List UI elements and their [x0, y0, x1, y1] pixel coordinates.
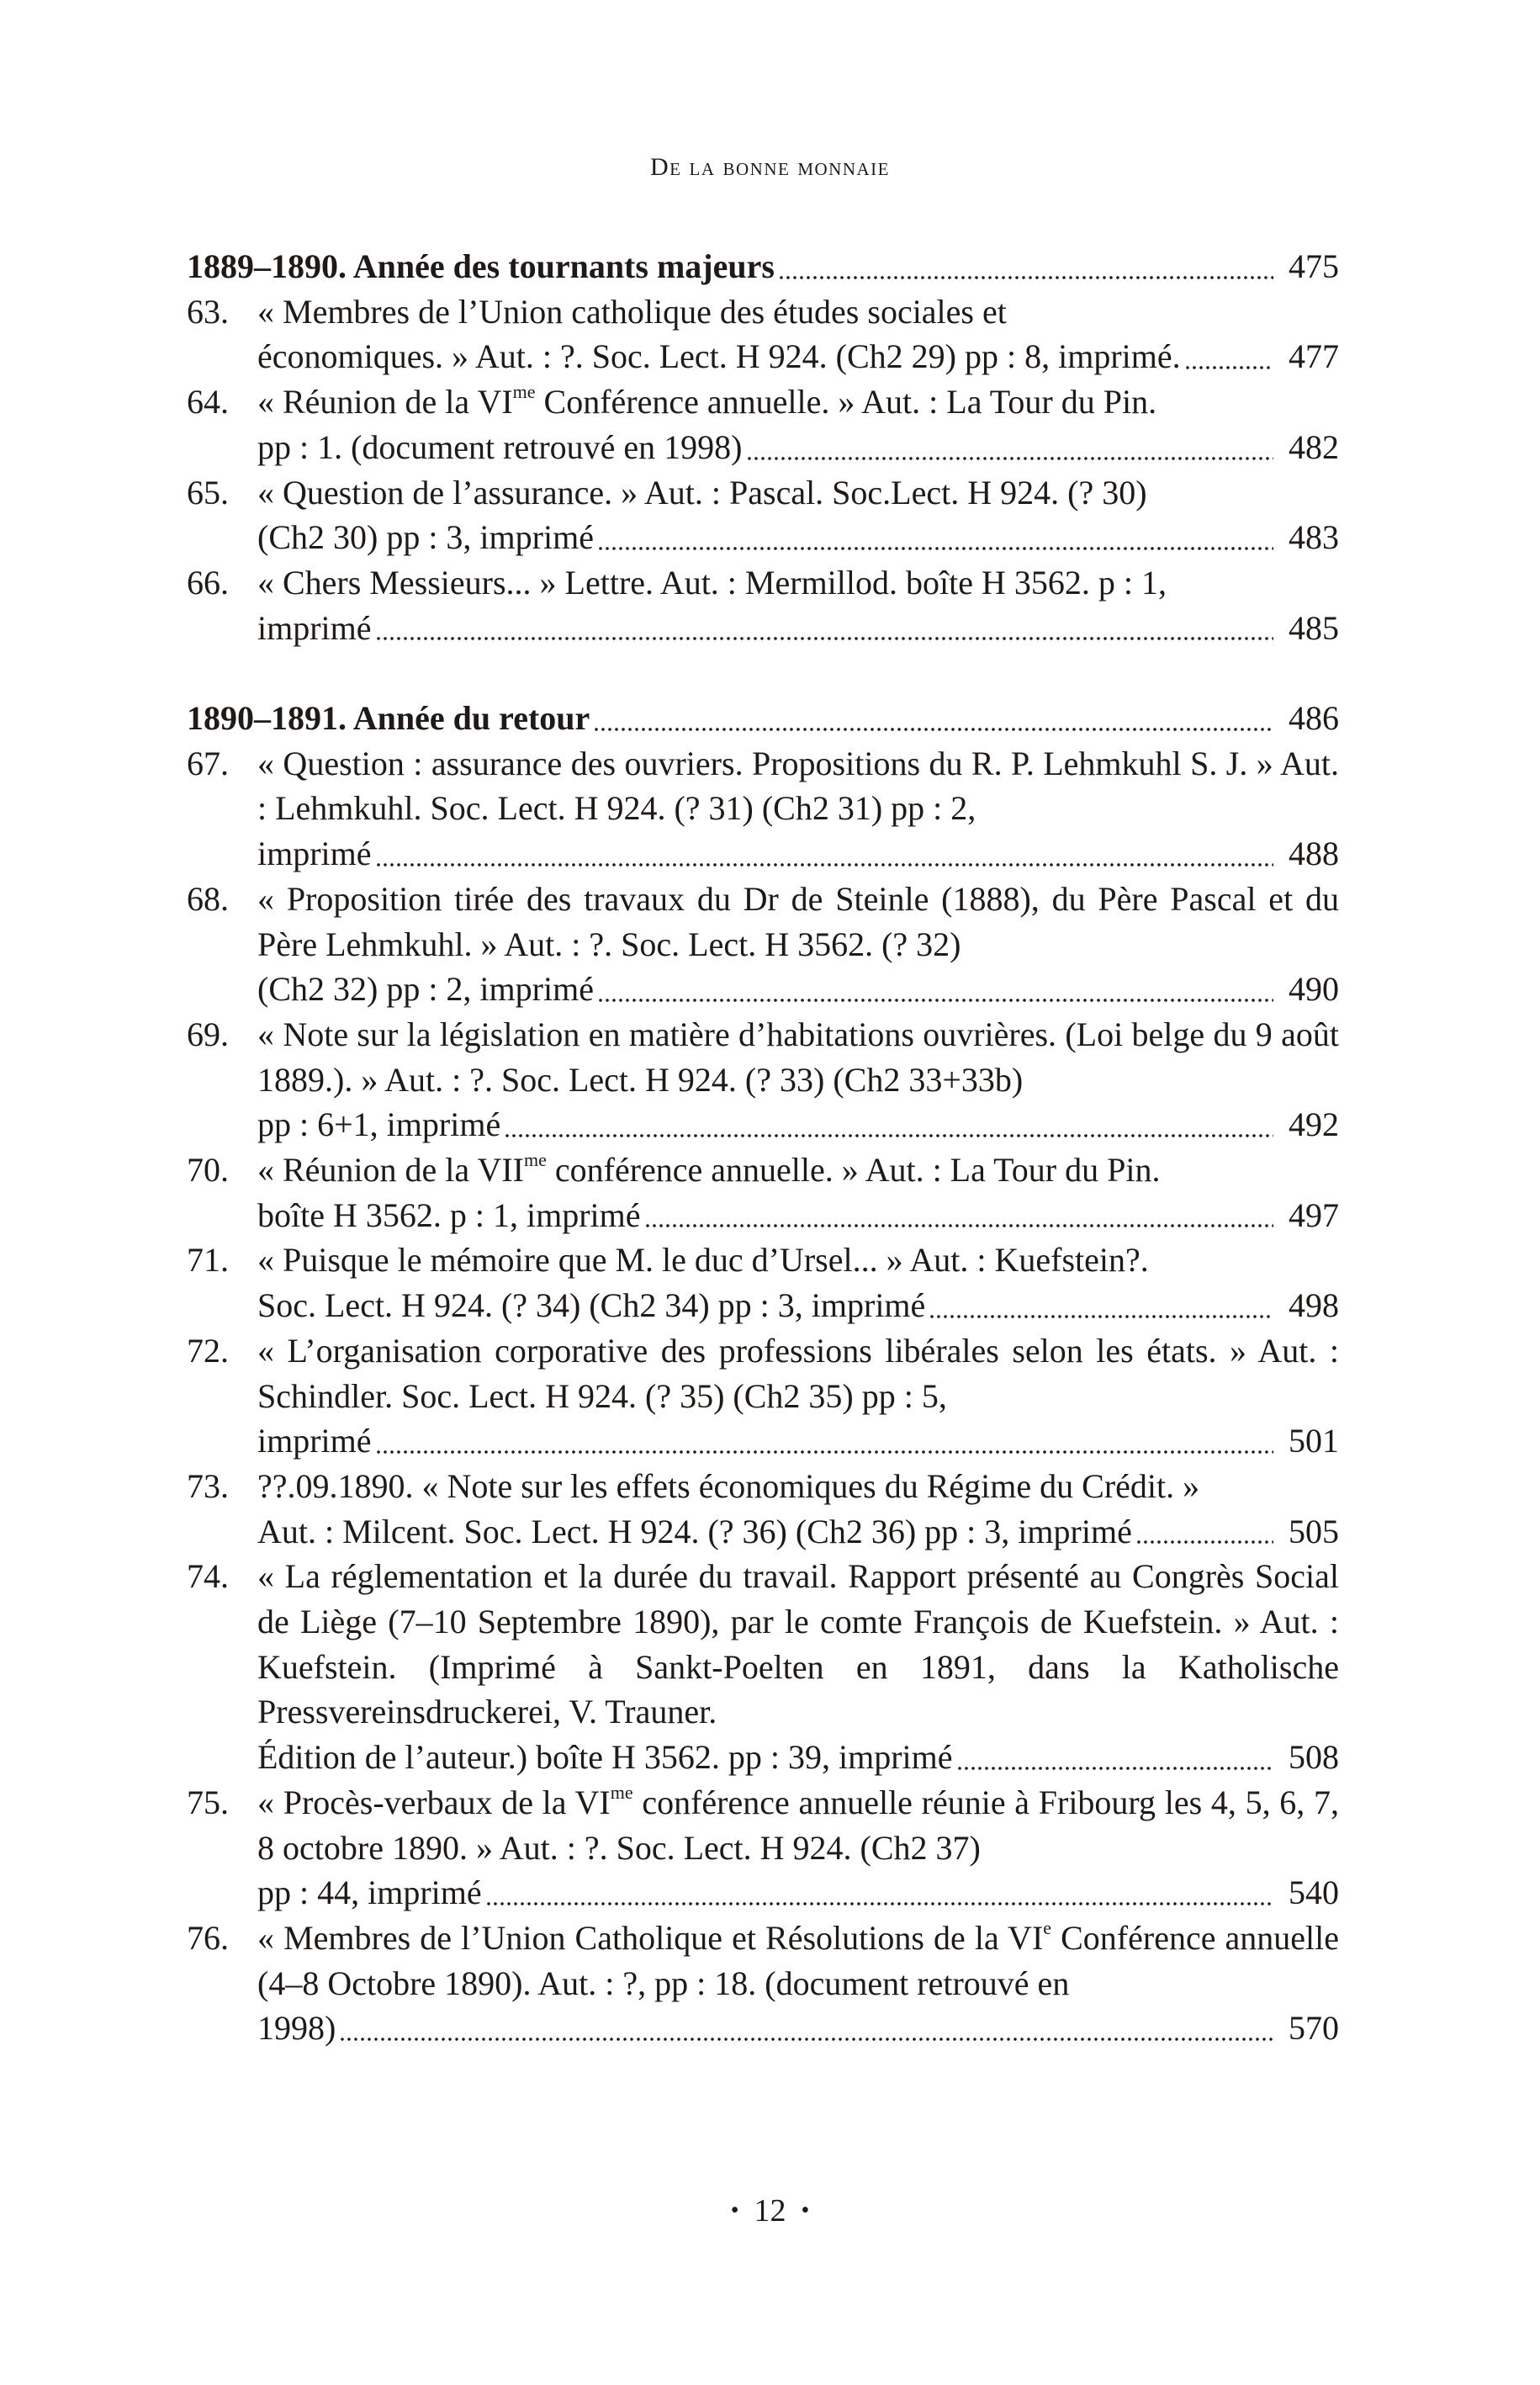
page-reference: 540	[1289, 1874, 1339, 1912]
entry-text-end: Soc. Lect. H 924. (? 34) (Ch2 34) pp : 3, imprimé	[257, 1286, 926, 1325]
page-reference: 508	[1289, 1738, 1339, 1777]
entry-text	[257, 379, 1339, 425]
dot-leader	[929, 1312, 1273, 1322]
entry-text-end: 1998)	[257, 2009, 336, 2048]
entry-text: « Puisque le mémoire que M. le duc d’Ursel... » Aut. : Kuefstein?.	[257, 1241, 1149, 1280]
entry-number: 65.	[187, 473, 229, 511]
entry-text	[257, 1147, 1339, 1193]
entry-number: 69.	[187, 1015, 229, 1053]
page-reference: 490	[1289, 970, 1339, 1009]
superscript: me	[610, 1782, 633, 1804]
entry-last-line	[257, 1283, 1339, 1328]
table-of-contents	[187, 244, 1339, 2051]
toc-entry	[187, 1238, 1339, 1328]
toc-section	[187, 696, 1339, 2051]
entry-text: « Question : assurance des ouvriers. Propositions du R. P. Lehmkuhl S. J. » Aut. : Lehmkuhl. Soc. Lect. H 924. (? 31) (Ch2 31) pp : 2,	[257, 744, 1339, 828]
entry-text-end: (Ch2 32) pp : 2, imprimé	[257, 970, 594, 1009]
entry-text-end: pp : 1. (document retrouvé en 1998)	[257, 427, 743, 466]
entry-text-end: imprimé	[257, 835, 372, 873]
entry-text-end: pp : 6+1, imprimé	[257, 1105, 501, 1144]
bullet-icon: •	[801, 2197, 810, 2223]
dot-leader	[597, 543, 1273, 554]
page-reference: 483	[1289, 518, 1339, 557]
entry-text: « Chers Messieurs... » Lettre. Aut. : Mermillod. boîte H 3562. p : 1,	[257, 563, 1167, 602]
entry-text-end: imprimé	[257, 1422, 372, 1460]
page-reference: 492	[1289, 1105, 1339, 1144]
dot-leader	[504, 1131, 1273, 1141]
entry-text: ??.09.1890. « Note sur les effets économiques du Régime du Crédit. »	[257, 1466, 1200, 1505]
entry-text-end: imprimé	[257, 608, 372, 647]
entry-last-line	[257, 1509, 1339, 1555]
entry-text-part: « Procès-verbaux de la VI	[257, 1783, 611, 1821]
toc-entry	[187, 1554, 1339, 1780]
dot-leader	[1184, 363, 1273, 373]
entry-last-line	[257, 2006, 1339, 2051]
entry-last-line	[257, 515, 1339, 560]
dot-leader	[778, 273, 1273, 283]
toc-entry	[187, 379, 1339, 469]
entry-number: 72.	[187, 1331, 229, 1370]
toc-entry	[187, 741, 1339, 877]
entry-last-line	[257, 606, 1339, 651]
entry-last-line	[257, 334, 1339, 379]
page-reference: 505	[1289, 1512, 1339, 1550]
entry-text-end: pp : 44, imprimé	[257, 1874, 482, 1912]
entry-last-line	[257, 831, 1339, 877]
dot-leader	[375, 633, 1273, 644]
entry-text-part: conférence annuelle réunie à Fribourg les 4, 5, 6, 7, 8 octobre 1890. » Aut. : ?. Soc. Lect. H 924. (Ch2 37)	[257, 1783, 1339, 1867]
toc-entry	[187, 1147, 1339, 1238]
entry-number: 71.	[187, 1241, 229, 1280]
page-number	[0, 2192, 1540, 2229]
section-heading	[187, 244, 1339, 289]
toc-entry	[187, 1012, 1339, 1147]
entry-number: 74.	[187, 1557, 229, 1596]
entry-number: 70.	[187, 1151, 229, 1190]
toc-entry	[187, 560, 1339, 650]
section-heading	[187, 696, 1339, 741]
entry-number: 75.	[187, 1783, 229, 1821]
entry-text-end: Aut. : Milcent. Soc. Lect. H 924. (? 36) (Ch2 36) pp : 3, imprimé	[257, 1512, 1132, 1550]
page-reference: 482	[1289, 427, 1339, 466]
entry-text-part: Conférence annuelle (4–8 Octobre 1890). Aut. : ?, pp : 18. (document retrouvé en	[257, 1919, 1340, 2002]
page-reference: 485	[1289, 608, 1339, 647]
toc-entry	[187, 470, 1339, 560]
running-head: De la bonne monnaie	[650, 153, 890, 181]
toc-entry	[187, 1328, 1339, 1464]
entry-text-end: boîte H 3562. p : 1, imprimé	[257, 1195, 641, 1234]
entry-last-line	[257, 1193, 1339, 1238]
dot-leader	[485, 1899, 1273, 1909]
entry-number: 66.	[187, 563, 229, 602]
entry-text-part: « Réunion de la VII	[257, 1151, 524, 1190]
entry-text-part: conférence annuelle. » Aut. : La Tour du Pin.	[546, 1151, 1161, 1190]
dot-leader	[956, 1763, 1273, 1773]
dot-leader	[644, 1221, 1273, 1231]
page-reference: 477	[1289, 337, 1339, 376]
toc-section	[187, 244, 1339, 650]
dot-leader	[593, 724, 1273, 734]
entry-text-part: « Réunion de la VI	[257, 383, 513, 421]
superscript: e	[1043, 1917, 1052, 1939]
entry-number: 64.	[187, 383, 229, 421]
toc-entry	[187, 877, 1339, 1012]
toc-entry	[187, 289, 1339, 379]
entry-number: 76.	[187, 1919, 229, 1957]
entry-number: 67.	[187, 744, 229, 782]
entry-text: « Membres de l’Union catholique des études sociales et	[257, 292, 1007, 331]
entry-text-part: Conférence annuelle. » Aut. : La Tour du Pin.	[535, 383, 1157, 421]
entry-number: 73.	[187, 1466, 229, 1505]
entry-last-line	[257, 1735, 1339, 1780]
dot-leader	[597, 995, 1273, 1005]
page-number-text: 12	[754, 2193, 786, 2229]
entry-text: « Note sur la législation en matière d’habitations ouvrières. (Loi belge du 9 août 1889.). » Aut. : ?. Soc. Lect. H 924. (? 33) (Ch2 33+33b)	[257, 1015, 1339, 1099]
page-reference: 501	[1289, 1422, 1339, 1460]
entry-last-line	[257, 1418, 1339, 1464]
superscript: me	[523, 1149, 547, 1171]
entry-text-end: économiques. » Aut. : ?. Soc. Lect. H 924. (Ch2 29) pp : 8, imprimé.	[257, 337, 1181, 376]
toc-entry	[187, 1464, 1339, 1554]
dot-leader	[1135, 1537, 1273, 1547]
entry-text	[257, 1780, 1339, 1870]
entry-text: « Question de l’assurance. » Aut. : Pascal. Soc.Lect. H 924. (? 30)	[257, 473, 1147, 511]
entry-text: « Proposition tirée des travaux du Dr de Steinle (1888), du Père Pascal et du Père Lehmkuhl. » Aut. : ?. Soc. Lect. H 3562. (? 32)	[257, 879, 1339, 963]
page-reference: 570	[1289, 2009, 1339, 2048]
section-title: 1890–1891. Année du retour	[187, 699, 590, 738]
page-reference: 475	[1289, 247, 1339, 285]
dot-leader	[746, 453, 1273, 464]
page-reference: 497	[1289, 1195, 1339, 1234]
entry-last-line	[257, 1102, 1339, 1147]
page-reference: 486	[1289, 699, 1339, 738]
dot-leader	[375, 1447, 1273, 1457]
toc-entry	[187, 1780, 1339, 1916]
entry-last-line	[257, 967, 1339, 1012]
entry-last-line	[257, 1870, 1339, 1916]
entry-text-end: (Ch2 30) pp : 3, imprimé	[257, 518, 594, 557]
entry-text	[257, 1916, 1339, 2006]
page-reference: 488	[1289, 835, 1339, 873]
dot-leader	[339, 2034, 1273, 2044]
entry-text-part: « Membres de l’Union Catholique et Résolutions de la VI	[257, 1919, 1044, 1957]
dot-leader	[375, 860, 1273, 870]
entry-number: 68.	[187, 879, 229, 918]
toc-entry	[187, 1916, 1339, 2051]
entry-last-line	[257, 425, 1339, 470]
entry-text: « L’organisation corporative des professions libérales selon les états. » Aut. : Schindler. Soc. Lect. H 924. (? 35) (Ch2 35) pp : 5,	[257, 1331, 1339, 1415]
entry-number: 63.	[187, 292, 229, 331]
entry-text: « La réglementation et la durée du travail. Rapport présenté au Congrès Social de Liège (7–10 Septembre 1890), par le comte François de Kuefstein. » Aut. : Kuefstein. (Imprimé à Sankt-Poelten en 1891, dans la Katholische Pressvereinsdruckerei, V. Trauner.	[257, 1557, 1339, 1731]
section-title: 1889–1890. Année des tournants majeurs	[187, 247, 775, 285]
page-reference: 498	[1289, 1286, 1339, 1325]
bullet-icon: •	[730, 2197, 739, 2223]
superscript: me	[512, 381, 536, 403]
entry-text-end: Édition de l’auteur.) boîte H 3562. pp : 39, imprimé	[257, 1738, 953, 1777]
